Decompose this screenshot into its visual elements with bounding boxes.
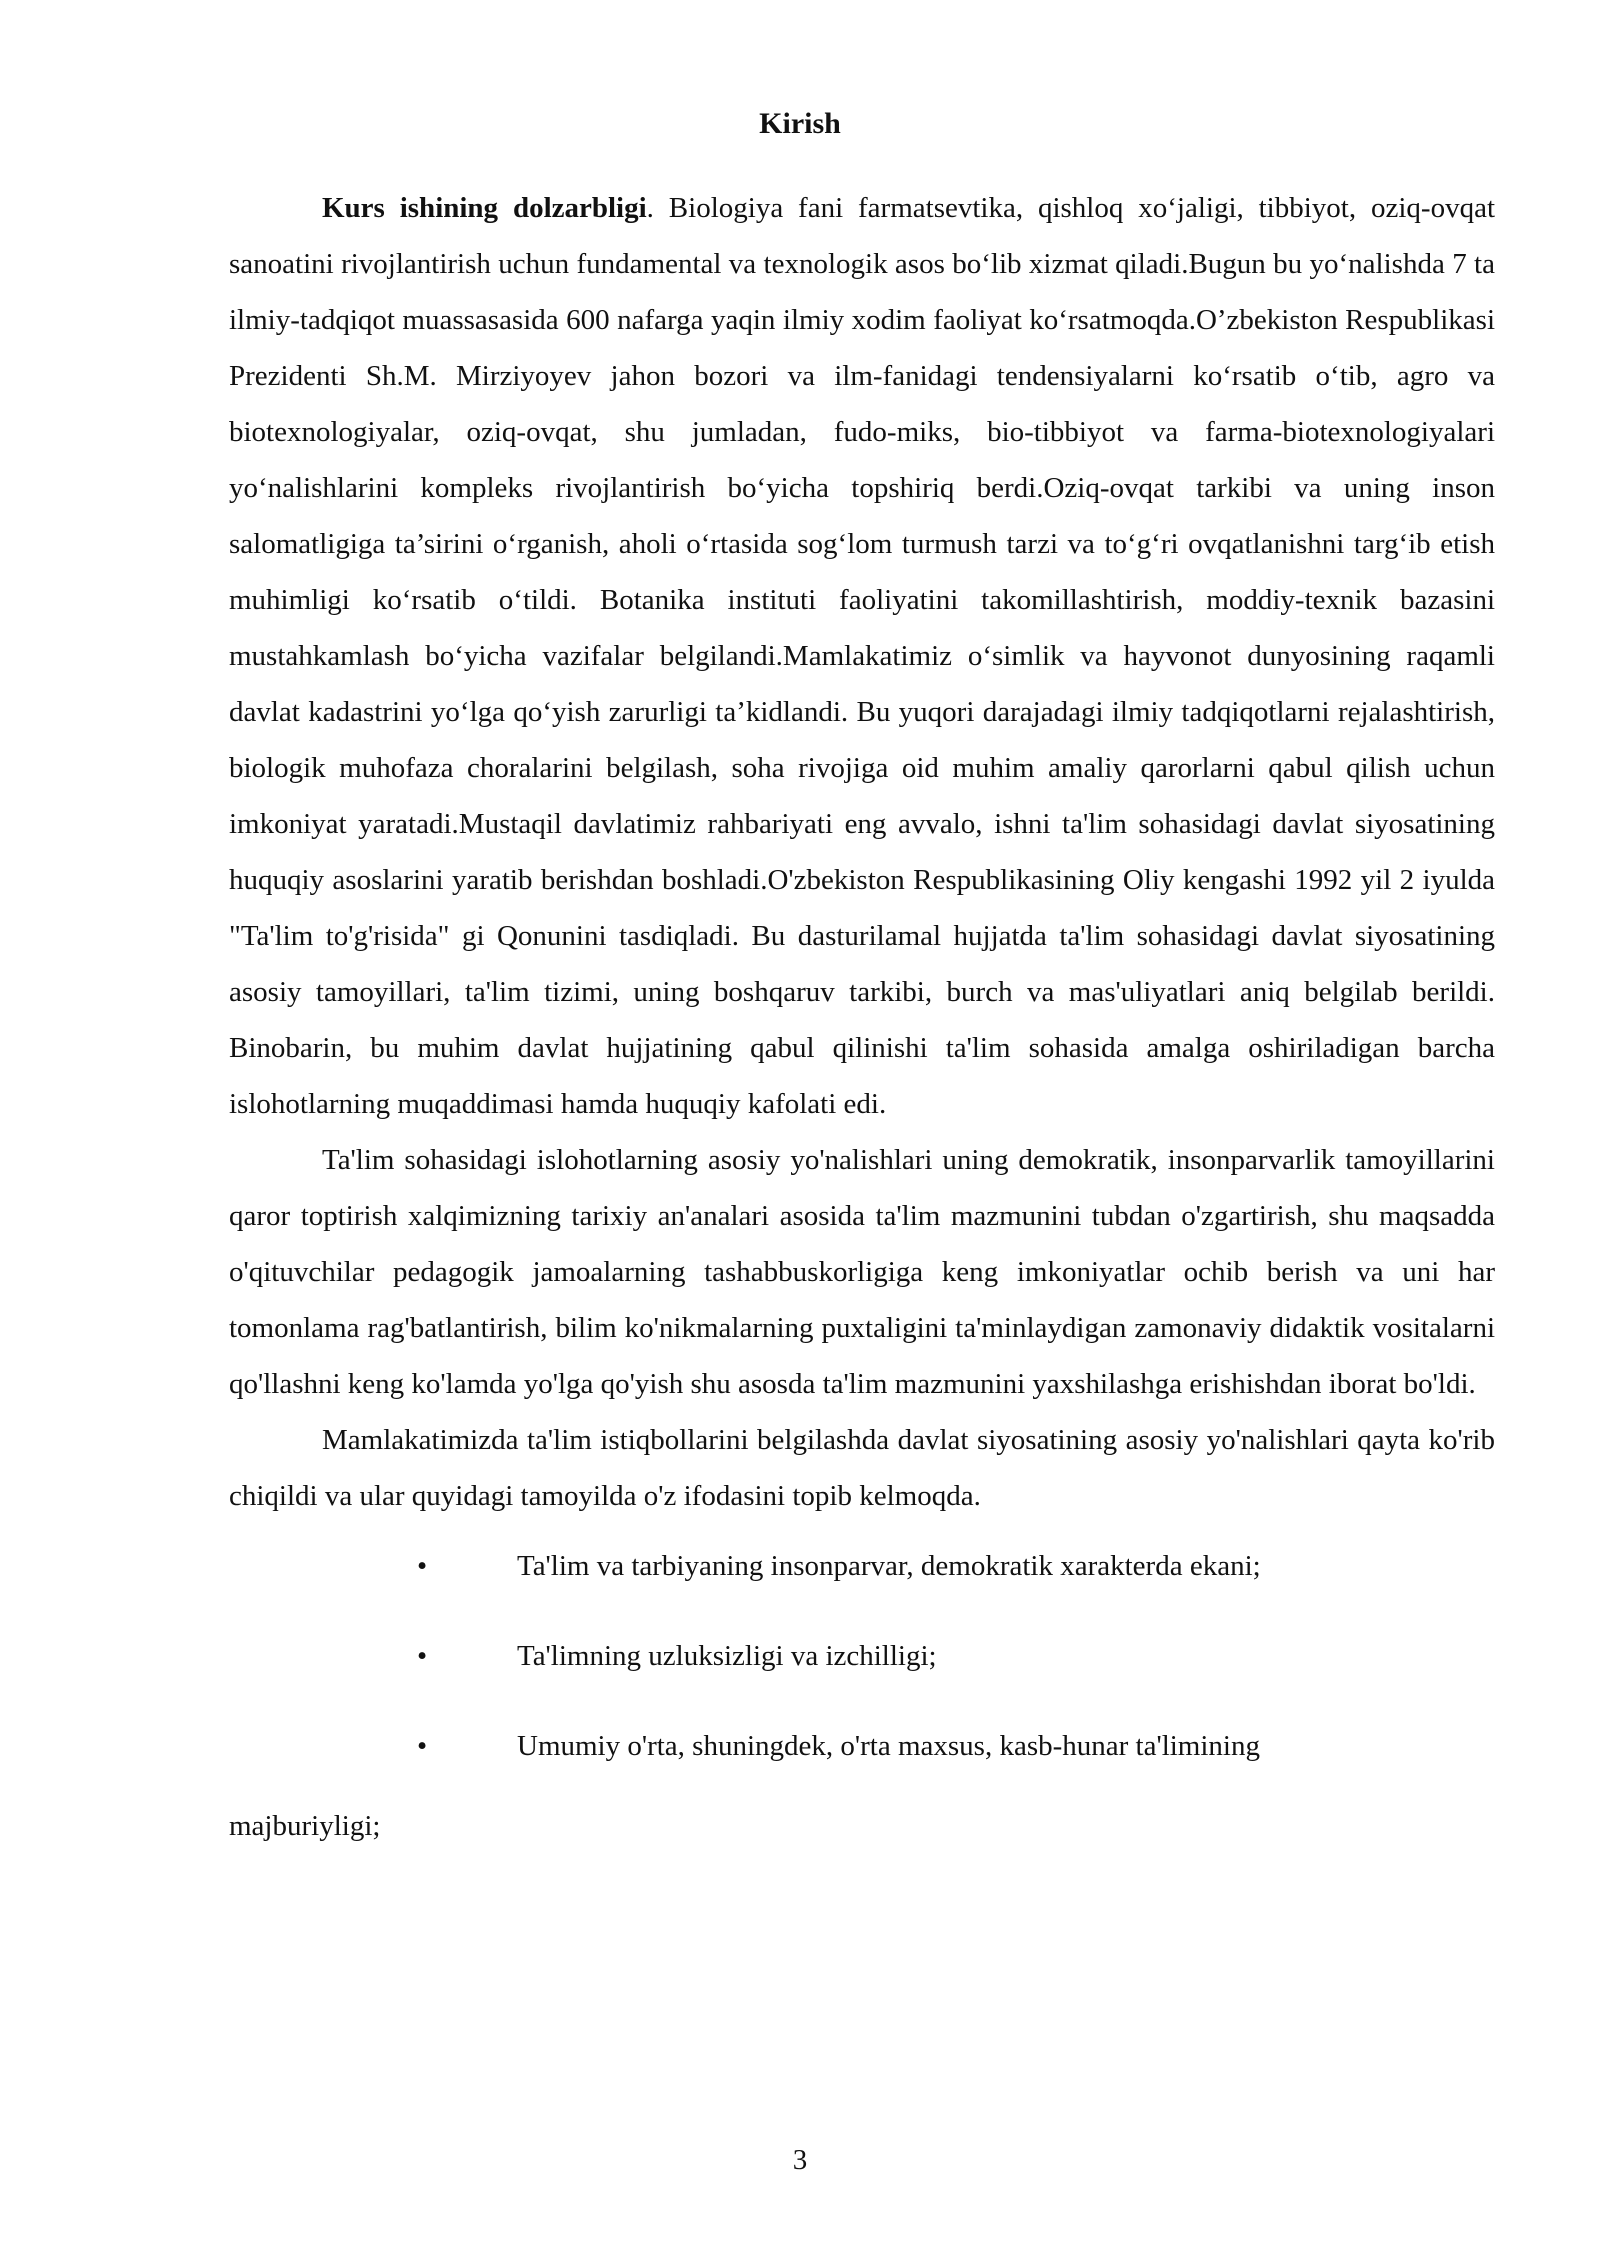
paragraph-relevance [229, 180, 1495, 1132]
list-item-text: Ta'lim va tarbiyaning insonparvar, demokratik xarakterda ekani; [517, 1550, 1261, 1582]
paragraph-text: . Biologiya fani farmatsevtika, qishloq xo‘jaligi, tibbiyot, oziq-ovqat sanoatini rivojlantirish uchun fundamental va texnologik asos bo‘lib xizmat qiladi.Bugun bu yo‘nalishda 7 ta ilmiy-tadqiqot muassasasida 600 nafarga yaqin ilmiy xodim faoliyat ko‘rsatmoqda.O’zbekiston Respublikasi Prezidenti Sh.M. Mirziyoyev jahon bozori va ilm-fanidagi tendensiyalarni ko‘rsatib o‘tib, agro va biotexnologiyalar, oziq-ovqat, shu jumladan, fudo-miks, bio-tibbiyot va farma-biotexnologiyalari yo‘nalishlarini kompleks rivojlantirish bo‘yicha topshiriq berdi.Oziq-ovqat tarkibi va uning inson salomatligiga ta’sirini o‘rganish, aholi o‘rtasida sog‘lom turmush tarzi va to‘g‘ri ovqatlanishni targ‘ib etish muhimligi ko‘rsatib o‘tildi. Botanika instituti faoliyatini takomillashtirish, moddiy-texnik bazasini mustahkamlash bo‘yicha vazifalar belgilandi.Mamlakatimiz o‘simlik va hayvonot dunyosining raqamli davlat kadastrini yo‘lga qo‘yish zarurligi ta’kidlandi. Bu yuqori darajadagi ilmiy tadqiqotlarni rejalashtirish, biologik muhofaza choralarini belgilash, soha rivojiga oid muhim amaliy qarorlarni qabul qilish uchun imkoniyat yaratadi.Mustaqil davlatimiz rahbariyati eng avvalo, ishni ta'lim sohasidagi davlat siyosatining huquqiy asoslarini yaratib berishdan boshladi.O'zbekiston Respublikasining Oliy kengashi 1992 yil 2 iyulda "Ta'lim to'g'risida" gi Qonunini tasdiqladi. Bu dasturilamal hujjatda ta'lim sohasidagi davlat siyosatining asosiy tamoyillari, ta'lim tizimi, uning boshqaruv tarkibi, burch va mas'uliyatlari aniq belgilab berildi. Binobarin, bu muhim davlat hujjatining qabul qilinishi ta'lim sohasida amalga oshiriladigan barcha islohotlarning muqaddimasi hamda huquqiy kafolati edi. [229, 192, 1495, 1120]
bullet-icon: • [417, 1730, 428, 1762]
paragraph-reforms: Ta'lim sohasidagi islohotlarning asosiy yo'nalishlari uning demokratik, insonparvarlik tamoyillarini qaror toptirish xalqimizning tarixiy an'analari asosida ta'lim mazmunini tubdan o'zgartirish, shu maqsadda o'qituvchilar pedagogik jamoalarning tashabbuskorligiga keng imkoniyatlar ochib berish va uni har tomonlama rag'batlantirish, bilim ko'nikmalarning puxtaligini ta'minlaydigan zamonaviy didaktik vositalarni qo'llashni keng ko'lamda yo'lga qo'yish shu asosda ta'lim mazmunini yaxshilashga erishishdan iborat bo'ldi. [229, 1144, 1495, 1400]
document-body [229, 180, 1495, 1854]
page-title: Kirish [759, 107, 841, 140]
list-continuation: majburiyligi; [229, 1810, 381, 1842]
bullet-icon: • [417, 1550, 428, 1582]
bullet-icon: • [417, 1640, 428, 1672]
paragraph-principles: Mamlakatimizda ta'lim istiqbollarini belgilashda davlat siyosatining asosiy yo'nalishlari qayta ko'rib chiqildi va ular quyidagi tamoyilda o'z ifodasini topib kelmoqda. [229, 1424, 1495, 1512]
list-item [229, 1628, 1495, 1718]
page-number: 3 [792, 2144, 808, 2176]
list-item [229, 1718, 1495, 1808]
list-item-text: Ta'limning uzluksizligi va izchilligi; [517, 1640, 937, 1672]
list-item [229, 1538, 1495, 1628]
list-item-text: Umumiy o'rta, shuningdek, o'rta maxsus, kasb-hunar ta'limining [517, 1730, 1260, 1762]
principles-list [229, 1538, 1495, 1808]
paragraph-lead: Kurs ishining dolzarbligi [322, 192, 647, 224]
